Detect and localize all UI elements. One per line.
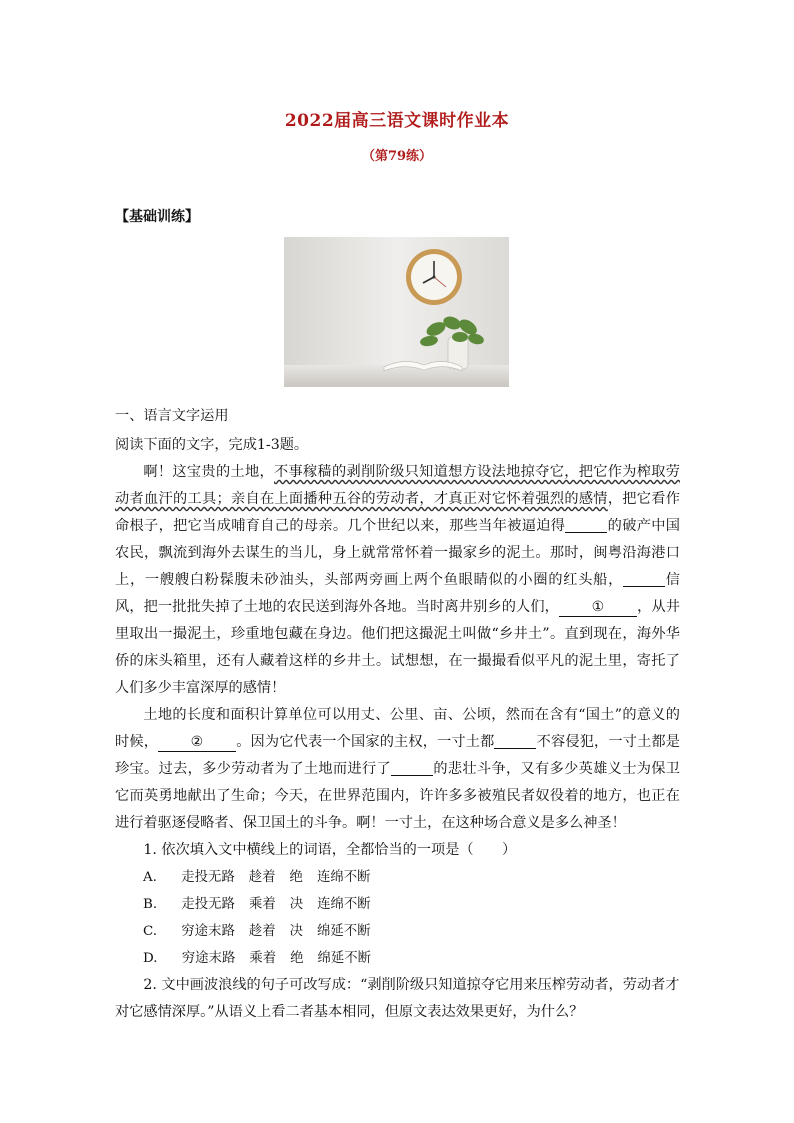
passage-paragraph-2: 土地的长度和面积计算单位可以用丈、公里、亩、公顷，然而在含有“国土”的意义的时候， ② 。因为它代表一个国家的主权，一寸土都 不容侵犯，一寸土都是珍宝。过去，多少劳动者为了土地而进行了 的悲壮斗争，又有多少英雄义士为保卫它而英勇地献出了生命；今天，在世界范围内，许许多多被殖民者奴役着的地方，也正在进行着驱逐侵略者、保卫国土的斗争。啊！一寸土，在这种场合意义是多么神圣！ — [115, 707, 680, 831]
wavy-underlined-sentence: 不事稼穑的剥削阶级只知道想方设法地掠夺它，把它作为榨取劳动者血汗的工具；亲自在上面播种五谷的劳动者，才真正对它怀着强烈的感情 — [115, 464, 680, 507]
option-c: C. 穷途末路 趁着 决 绵延不断 — [143, 924, 371, 939]
answer-blank — [391, 759, 433, 776]
numbered-blank-1: ① — [559, 598, 637, 617]
option-b: B. 走投无路 乘着 决 连绵不断 — [143, 897, 371, 912]
question-1: 1. 依次填入文中横线上的词语，全都恰当的一项是（ ） — [143, 842, 517, 858]
passage-paragraph-1: 啊！这宝贵的土地，不事稼穑的剥削阶级只知道想方设法地掠夺它，把它作为榨取劳动者血汗的工具；亲自在上面播种五谷的劳动者，才真正对它怀着强烈的感情，把它看作命根子，把它当成哺育自己的母亲。几个世纪以来，那些当年被逼迫得 的破产中国农民，飘流到海外去谋生的当儿，身上就常常怀着一撮家乡的泥土。那时，闽粤沿海港口上，一艘艘白粉髹腹未砂油头，头部两旁画上两个鱼眼睛似的小圈的红头船， 信风，把一批批失掉了土地的农民送到海外各地。当时离井别乡的人们， ① ，从井里取出一撮泥土，珍重地包藏在身边。他们把这撮泥土叫做“乡井土”。直到现在，海外华侨的床头箱里，还有人藏着这样的乡井土。试想想，在一撮撮看似平凡的泥土里，寄托了人们多少丰富深厚的感情！ — [115, 464, 680, 696]
passage-intro: 阅读下面的文字，完成1-3题。 — [115, 437, 309, 453]
section-tag: 【基础训练】 — [115, 209, 199, 225]
section-heading: 一、语言文字运用 — [115, 408, 229, 424]
clock-plant-photo — [284, 237, 509, 387]
page-subtitle: （第79练） — [361, 149, 433, 164]
option-a: A. 走投无路 趁着 绝 连绵不断 — [143, 870, 371, 885]
answer-blank — [494, 732, 536, 749]
reading-passage — [115, 432, 680, 1026]
answer-blank — [565, 516, 607, 533]
page-title: 2022届高三语文课时作业本 — [284, 111, 510, 131]
option-d: D. 穷途末路 乘着 绝 绵延不断 — [143, 951, 372, 966]
numbered-blank-2: ② — [158, 733, 236, 752]
photo-illustration — [284, 237, 509, 387]
answer-blank — [623, 570, 665, 587]
question-2: 2. 文中画波浪线的句子可改写成：“剥削阶级只知道掠夺它用来压榨劳动者，劳动者才对它感情深厚。”从语义上看二者基本相同，但原文表达效果更好，为什么？ — [115, 977, 680, 1020]
